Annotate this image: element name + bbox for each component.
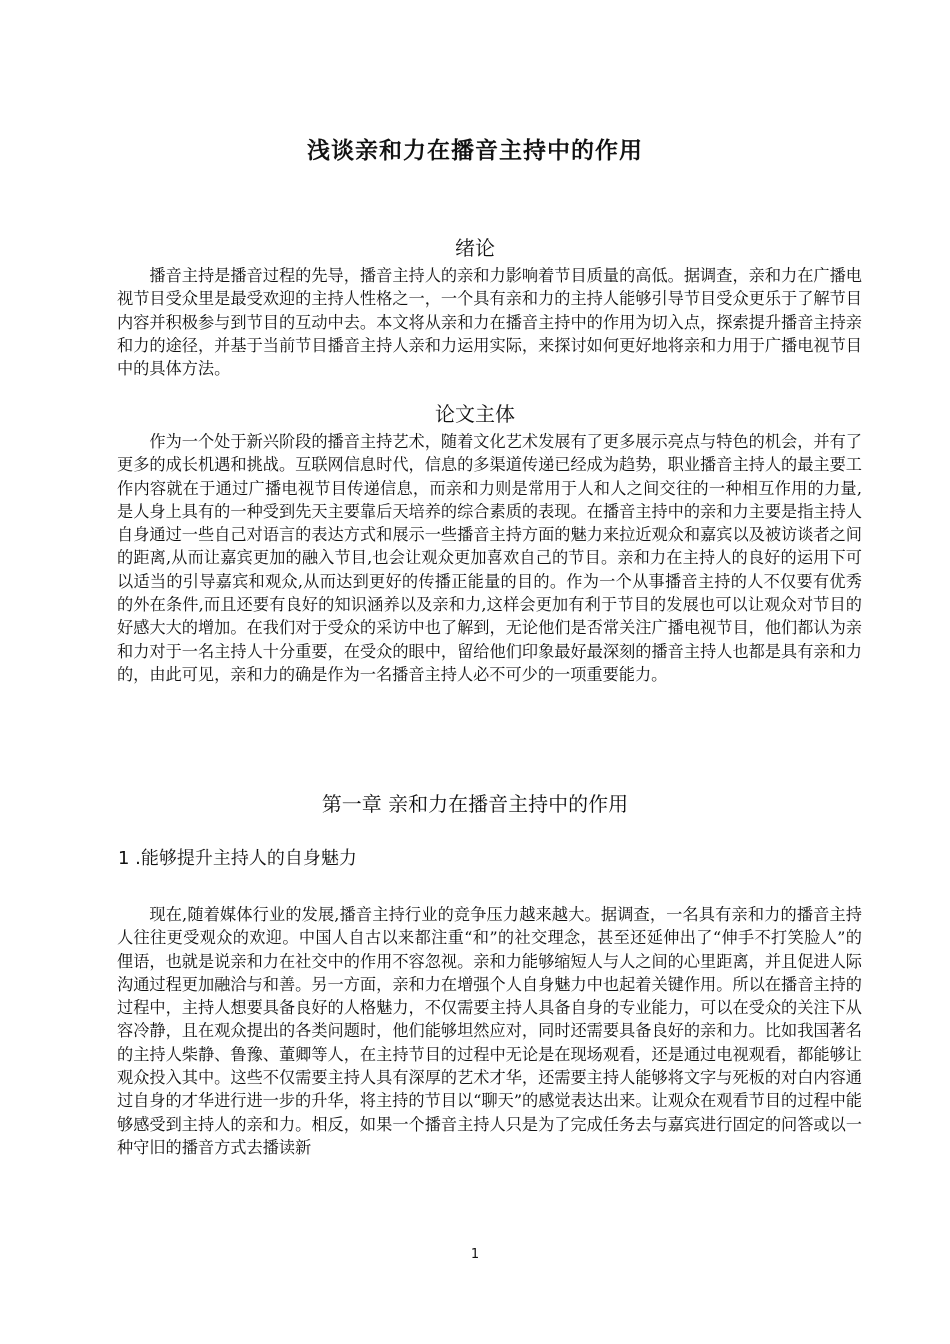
section-heading: 1 .能够提升主持人的自身魅力 (118, 848, 357, 869)
chapter-heading: 第一章 亲和力在播音主持中的作用 (321, 792, 629, 816)
introduction-heading: 绪论 (455, 236, 495, 260)
page-number: 1 (470, 1247, 480, 1262)
body-paragraph: 作为一个处于新兴阶段的播音主持艺术，随着文化艺术发展有了更多展示亮点与特色的机会，并有了更多的成长机遇和挑战。互联网信息时代，信息的多渠道传递已经成为趋势，职业播音主持人的最主要工作内容就在于通过广播电视节目传递信息，而亲和力则是常用于人和人之间交往的一种相互作用的力量,是人身上具有的一种受到先天主要靠后天培养的综合素质的表现。在播音主持中的亲和力主要是指主持人自身通过一些自己对语言的表达方式和展示一些播音主持方面的魅力来拉近观众和嘉宾以及被访谈者之间的距离,从而让嘉宾更加的融入节目,也会让观众更加喜欢自己的节目。亲和力在主持人的良好的运用下可以适当的引导嘉宾和观众,从而达到更好的传播正能量的目的。作为一个从事播音主持的人不仅要有优秀的外在条件,而且还要有良好的知识涵养以及亲和力,这样会更加有利于节目的发展也可以让观众对节目的好感大大的增加。在我们对于受众的采访中也了解到，无论他们是否常关注广播电视节目，他们都认为亲和力对于一名主持人十分重要，在受众的眼中，留给他们印象最好最深刻的播音主持人也都是具有亲和力的，由此可见，亲和力的确是作为一名播音主持人必不可少的一项重要能力。 (117, 432, 862, 684)
body-heading: 论文主体 (435, 402, 515, 426)
document-title: 浅谈亲和力在播音主持中的作用 (307, 138, 643, 164)
section-paragraph: 现在,随着媒体行业的发展,播音主持行业的竞争压力越来越大。据调查，一名具有亲和力的播音主持人往往更受观众的欢迎。中国人自古以来都注重“和”的社交理念，甚至还延伸出了“伸手不打笑脸人”的俚语，也就是说亲和力在社交中的作用不容忽视。亲和力能够缩短人与人之间的心里距离，并且促进人际沟通过程更加融洽与和善。另一方面，亲和力在增强个人自身魅力中也起着关键作用。所以在播音主持的过程中，主持人想要具备良好的人格魅力，不仅需要主持人具备自身的专业能力，可以在受众的关注下从容冷静，且在观众提出的各类问题时，他们能够坦然应对，同时还需要具备良好的亲和力。比如我国著名的主持人柴静、鲁豫、董卿等人，在主持节目的过程中无论是在现场观看，还是通过电视观看，都能够让观众投入其中。这些不仅需要主持人具有深厚的艺术才华，还需要主持人能够将文字与死板的对白内容通过自身的才华进行进一步的升华，将主持的节目以“聊天”的感觉表达出来。让观众在观看节目的过程中能够感受到主持人的亲和力。相反，如果一个播音主持人只是为了完成任务去与嘉宾进行固定的问答或以一种守旧的播音方式去播读新 (117, 905, 862, 1157)
introduction-paragraph: 播音主持是播音过程的先导，播音主持人的亲和力影响着节目质量的高低。据调查，亲和力在广播电视节目受众里是最受欢迎的主持人性格之一，一个具有亲和力的主持人能够引导节目受众更乐于了解节目内容并积极参与到节目的互动中去。本文将从亲和力在播音主持中的作用为切入点，探索提升播音主持亲和力的途径，并基于当前节目播音主持人亲和力运用实际，来探讨如何更好地将亲和力用于广播电视节目中的具体方法。 (117, 266, 862, 379)
